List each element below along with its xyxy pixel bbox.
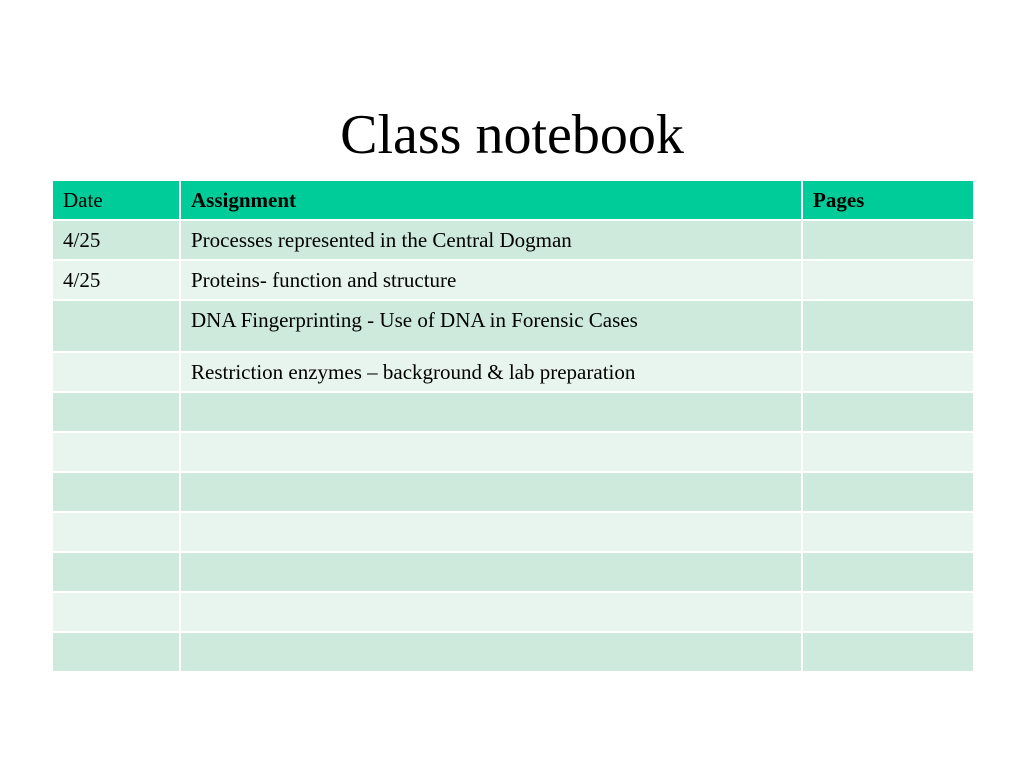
pages-cell [802,512,974,552]
pages-cell [802,472,974,512]
table-row [52,432,974,472]
assignment-cell [180,432,802,472]
table-header-row [52,180,974,220]
pages-cell [802,352,974,392]
slide-title: Class notebook [340,104,684,166]
date-cell [52,632,180,672]
table-row [52,392,974,432]
date-cell [52,512,180,552]
assignment-cell: Processes represented in the Central Dogman [180,220,802,260]
assignment-cell [180,632,802,672]
pages-cell [802,632,974,672]
assignment-cell: Restriction enzymes – background & lab preparation [180,352,802,392]
pages-cell [802,260,974,300]
table-row [52,472,974,512]
header-date: Date [52,180,180,220]
table-row [52,220,974,260]
date-cell [52,300,180,352]
table-row [52,260,974,300]
table-row [52,632,974,672]
table-row [52,512,974,552]
date-cell [52,432,180,472]
assignment-cell [180,512,802,552]
assignment-cell [180,392,802,432]
date-cell [52,472,180,512]
pages-cell [802,392,974,432]
assignment-cell [180,552,802,592]
assignment-cell [180,472,802,512]
pages-cell [802,552,974,592]
table-row [52,300,974,352]
pages-cell [802,300,974,352]
pages-cell [802,592,974,632]
date-cell [52,552,180,592]
assignment-cell: DNA Fingerprinting - Use of DNA in Forensic Cases [180,300,802,352]
date-cell [52,392,180,432]
table-row [52,352,974,392]
header-assignment: Assignment [180,180,802,220]
date-cell [52,352,180,392]
header-pages: Pages [802,180,974,220]
pages-cell [802,432,974,472]
table-row [52,552,974,592]
assignment-cell [180,592,802,632]
date-cell: 4/25 [52,220,180,260]
pages-cell [802,220,974,260]
assignment-cell: Proteins- function and structure [180,260,802,300]
table-row [52,592,974,632]
date-cell [52,592,180,632]
date-cell: 4/25 [52,260,180,300]
class-notebook-table [51,179,975,673]
